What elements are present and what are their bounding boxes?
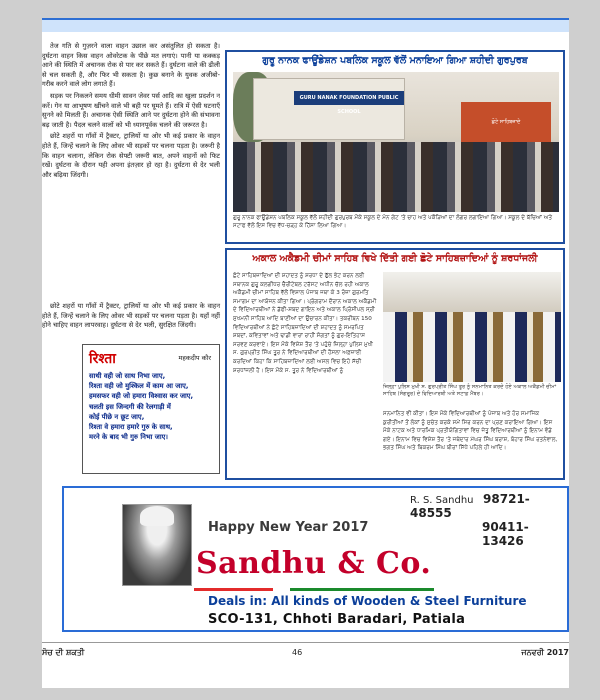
left-article-bottom [42, 302, 220, 331]
article-body-col2: ਸਨਮਾਨਿਤ ਵੀ ਕੀਤਾ। ਇਸ ਮੌਕੇ ਵਿਦਿਆਰਥੀਆਂ ਨੂੰ ਪੰਜਾਬ ਅਤੇ ਹੋਰ ਸਮਾਜਿਕ ਕੁਰੀਤੀਆਂ ਤੋਂ ਲੋਕਾਂ ਨੂੰ ਸੁਚੇਤ ਕਰਕੇ ਸਮੇਂ ਸਿਰ ਕਰਨ ਦਾ ਪ੍ਰਣ ਕਰਾਇਆ ਗਿਆ। ਇਸ ਮੌਕੇ ਨਾਟਕ ਅਤੇ ਧਾਰਮਿਕ ਪ੍ਰਤੀਯੋਗਿਤਾਵਾਂ ਵਿਚ ਜੇਤੂ ਵਿਦਿਆਰਥੀਆਂ ਨੂੰ ਇਨਾਮ ਵੰਡੇ ਗਏ। ਇਨਾਮ ਵਿਚ ਵਿਸ਼ੇਸ਼ ਤੌਰ 'ਤੇ ਜਥੇਦਾਰ ਮੱਘਰ ਸਿੰਘ ਬਰਾਸ਼, ਬੋਹਾਰ ਸਿੰਘ ਰਤਨੇਵਾਲ, ਭਗਤ ਸਿੰਘ ਅਤੇ ਬਿਕਰਮ ਸਿੰਘ ਬੀਰਾਂ ਸਿੱਧੇ ਪਹਿਲੇ ਹੀ ਆਦਿ। [383, 411, 558, 452]
school-sign: GURU NANAK FOUNDATION PUBLIC SCHOOL [294, 91, 404, 105]
poem-lines [89, 371, 217, 442]
left-paragraph: सड़क पर निकलने समय धीमी सावन जेवर पर्स आदि का खुला प्रदर्शन न करें। गेन या आभूषण खींचने वाले भी बही पर घूमते हैं। रात्रि में ऐसी घटनाएँ सुनने को मिलती हैं। अचानक ऐसी स्थिति आने पर दुर्घटना होने की संभावना बढ़ जाती है। पैदल चलने वालों को भी ध्यानपूर्वक चलने की जरूरत है। [42, 91, 220, 129]
akal-academy-article [225, 248, 565, 480]
company-name: Sandhu & Co. [196, 546, 432, 581]
contact-block [410, 492, 567, 548]
tricolor-stripe [194, 588, 434, 591]
magazine-name: ਸੋਚ ਦੀ ਸ਼ਕਤੀ [42, 648, 85, 657]
group-of-people [383, 312, 561, 382]
left-article-column [42, 42, 220, 300]
top-band [42, 20, 569, 32]
poem-line: रिश्ता वे हमारा हमारे गुरु के साथ, [89, 423, 173, 432]
poem-title: रिश्ता [89, 351, 116, 367]
page-footer [42, 642, 569, 663]
turban-shape [140, 506, 174, 526]
furniture-advertisement [62, 486, 569, 632]
phone-number: 90411-13426 [482, 520, 529, 548]
left-paragraph: छोटे शहरों या गाँवों में ट्रैक्टर, ट्रालियों या ओर भी कई प्रकार के वाहन होते हैं, जिन्हें चलाने के लिए ओवर भी सड़कों पर चलना पड़ता है। जरूरी है कि वाहन चलाना, लेकिन रोक सेफ्टी जरूरी बात, अपने वाहनों को फिट रखें। दुर्घटना के दौरान यही अपना इंतज़ार हो रहा है। दुर्घटना से देर भली और बढ़िया जिंदगी। [42, 132, 220, 179]
poem-line: कोई पीछे न छूट जाए, [89, 412, 145, 421]
contact-name: R. S. Sandhu [410, 495, 474, 506]
poem-line: साथी वही जो साथ निभा जाए, [89, 372, 166, 380]
article-headline: ਅਕਾਲ ਅਕੈਡਮੀ ਚੀਮਾਂ ਸਾਹਿਬ ਵਿਖੇ ਦਿੱਤੀ ਗਈ ਛੋਟੇ ਸਾਹਿਬਜ਼ਾਦਿਆਂ ਨੂੰ ਸ਼ਰਧਾਂਜਲੀ [252, 253, 538, 264]
group-of-people [233, 142, 559, 212]
poem-line: मरने के बाद भी गुरु निभा जाए। [89, 433, 168, 442]
school-event-photo [233, 72, 559, 212]
page-number: 46 [292, 648, 303, 657]
event-banner: ਛੋਟੇ ਸਾਹਿਬਜ਼ਾਦੇ [461, 102, 551, 142]
address-line: SCO-131, Chhoti Baradari, Patiala [208, 612, 466, 627]
left-paragraph: तेज गति से गुज़रने वाला वाहन उछाल कर असंतुलित हो सकता है। दुर्घटना वाहन किस वाहन ओवरेटक के पीछे मत लगाएं। पानी या कक्कड़ आने की स्थिति में अचानक रोक से पार कर सकते हैं। दुर्घटना वाले की ढीली से चल सकती है, और फिर भी सकता है। कुछ बनाने के युवक अजीबो-गरीब करने वाले लोग लगाते हैं। [42, 42, 220, 89]
poem-line: हमसफर वही जो हमारा विश्वास कर जाए, [89, 392, 194, 401]
greeting: Happy New Year 2017 [208, 520, 369, 535]
article-body-col1: ਛੋਟੇ ਸਾਹਿਬਜ਼ਾਦਿਆਂ ਦੀ ਸ਼ਹਾਦਤ ਨੂੰ ਸ਼ਰਧਾ ਦੇ ਫੁੱਲ ਭੇਟ ਕਰਨ ਲਈ ਸਥਾਨਕ ਗੁਰੂ ਕਲਗੀਧਰ ਚੈਰੀਟੇਬਲ ਟਰੱਸਟ ਅਧੀਨ ਚੱਲ ਰਹੀ ਅਕਾਲ ਅਕੈਡਮੀ ਚੀਮਾਂ ਸਾਹਿਬ ਵੱਲੋਂ ਵਿਸ਼ਾਲ ਪੰਜਾਬ ਜਥਾ ਕੇ 3 ਰੋਜ਼ਾ ਗੁਰਮਤਿ ਸਮਾਗਮ ਦਾ ਆਯੋਜਨ ਕੀਤਾ ਗਿਆ। ਪ੍ਰੋਗਰਾਮ ਦੌਰਾਨ ਅਕਾਲ ਅਕੈਡਮੀ ਦੇ ਵਿਦਿਆਰਥੀਆਂ ਨੇ ਡੱਫੀ-ਸ਼ਬਦ ਗਾਇਨ ਅਤੇ ਅਕਾਲ ਪ੍ਰਿੰਸੀਪਲ ਸ੍ਰੀ ਸੁਖਮਨੀ ਸਾਹਿਬ ਆਦਿ ਬਾਣੀਆਂ ਦਾ ਉਚਾਰਨ ਕੀਤਾ। ਤਕਰੀਬਨ 150 ਵਿਦਿਆਰਥੀਆਂ ਨੇ ਛੋਟੇ ਸਾਹਿਬਜ਼ਾਦਿਆਂ ਦੀ ਸ਼ਹਾਦਤ ਨੂੰ ਸਮਰਪਿਤ ਸ਼ਬਦਾਂ, ਕਵਿਤਾਵਾਂ ਅਤੇ ਢਾਡੀ ਵਾਰਾਂ ਰਾਹੀਂ ਸੰਗਤਾਂ ਨੂੰ ਗੁਰ-ਇਤਿਹਾਸ ਸਰਵਣ ਕਰਵਾਏ। ਇਸ ਮੌਕੇ ਵਿਸ਼ੇਸ਼ ਤੌਰ 'ਤੇ ਪਹੁੰਚੇ ਜ਼ਿਲ੍ਹਾ ਪੁਲਿਸ ਮੁਖੀ ਸ. ਗੁਰਪ੍ਰੀਤ ਸਿੰਘ ਤੂਰ ਨੇ ਵਿਦਿਆਰਥੀਆਂ ਦੀ ਹੌਸਲਾ ਅਫ਼ਜ਼ਾਈ ਕਰਦਿਆਂ ਕਿਹਾ ਕਿ ਸਾਹਿਬਜ਼ਾਦਿਆਂ ਲਈ ਅਸਲ ਵਿਚ ਇਹੋ ਸੱਚੀ ਸ਼ਰਧਾਂਜਲੀ ਹੈ। ਇਸ ਮੌਕੇ ਸ. ਤੂਰ ਨੇ ਵਿਦਿਆਰਥੀਆਂ ਨੂੰ [233, 273, 377, 374]
academy-event-photo [383, 272, 561, 382]
phone-number: 98721-48555 [410, 492, 530, 520]
school-event-article [225, 50, 565, 244]
poem-box [82, 344, 220, 474]
school-building [253, 78, 405, 140]
poem-line: रिश्ता वही जो मुश्किल में काम आ जाए, [89, 382, 189, 391]
magazine-page [42, 18, 569, 688]
poem-author: महकदीप कौर [178, 354, 211, 362]
left-paragraph: छोटे शहरों या गाँवों में ट्रैक्टर, ट्रालियों या ओर भी कई प्रकार के वाहन होते हैं, जिन्हें चलाने के लिए ओवर भी सड़कों पर चलना पड़ता है। यहाँ नहीं होने चाहिए वाहन लापरवाह। दुर्घटना से देर भली, सुरक्षित जिंदगी। [42, 302, 220, 330]
deals-line: Deals in: All kinds of Wooden & Steel Furniture [208, 594, 527, 608]
photo-caption: ਗੁਰੂ ਨਾਨਕ ਫਾਊਂਡੇਸ਼ਨ ਪਬਲਿਕ ਸਕੂਲ ਵੱਲੋਂ ਸ਼ਹੀਦੀ ਗੁਰਪੁਰਬ ਮੌਕੇ ਸਕੂਲ ਦੇ ਮੰਨ ਗੇਟ 'ਤੇ ਚਾਹ ਅਤੇ ਪਕੌੜਿਆਂ ਦਾ ਲੰਗਰ ਲਗਾਇਆ ਗਿਆ। ਸਕੂਲ ਦੇ ਬੱਚਿਆਂ ਅਤੇ ਸਟਾਫ ਵੱਲੋਂ ਇਸ ਵਿਚ ਵੱਧ-ਚੜ੍ਹ ਕੇ ਹਿੱਸਾ ਲਿਆ ਗਿਆ। [233, 215, 553, 229]
issue-date: ਜਨਵਰੀ 2017 [521, 648, 569, 657]
photo-caption: ਜ਼ਿਲ੍ਹਾ ਪੁਲਿਸ ਮੁਖੀ ਸ. ਗੁਰਪ੍ਰੀਤ ਸਿੰਘ ਤੂਰ ਨੂੰ ਸਨਮਾਨਿਤ ਕਰਦੇ ਹੋਏ ਅਕਾਲ ਅਕੈਡਮੀ ਚੀਮਾਂ ਸਾਹਿਬ (ਸੰਗਰੂਰ) ਦੇ ਵਿਦਿਆਰਥੀ ਅਤੇ ਸਟਾਫ਼ ਮੈਂਬਰ। [383, 384, 557, 398]
article-headline: ਗੁਰੂ ਨਾਨਕ ਫਾਊਂਡੇਸ਼ਨ ਪਬਲਿਕ ਸਕੂਲ ਵੱਲੋਂ ਮਨਾਇਆ ਗਿਆ ਸ਼ਹੀਦੀ ਗੁਰਪੁਰਬ [262, 55, 528, 66]
poem-line: चलती इस जिन्दगी की रेलगाड़ी में [89, 402, 171, 411]
